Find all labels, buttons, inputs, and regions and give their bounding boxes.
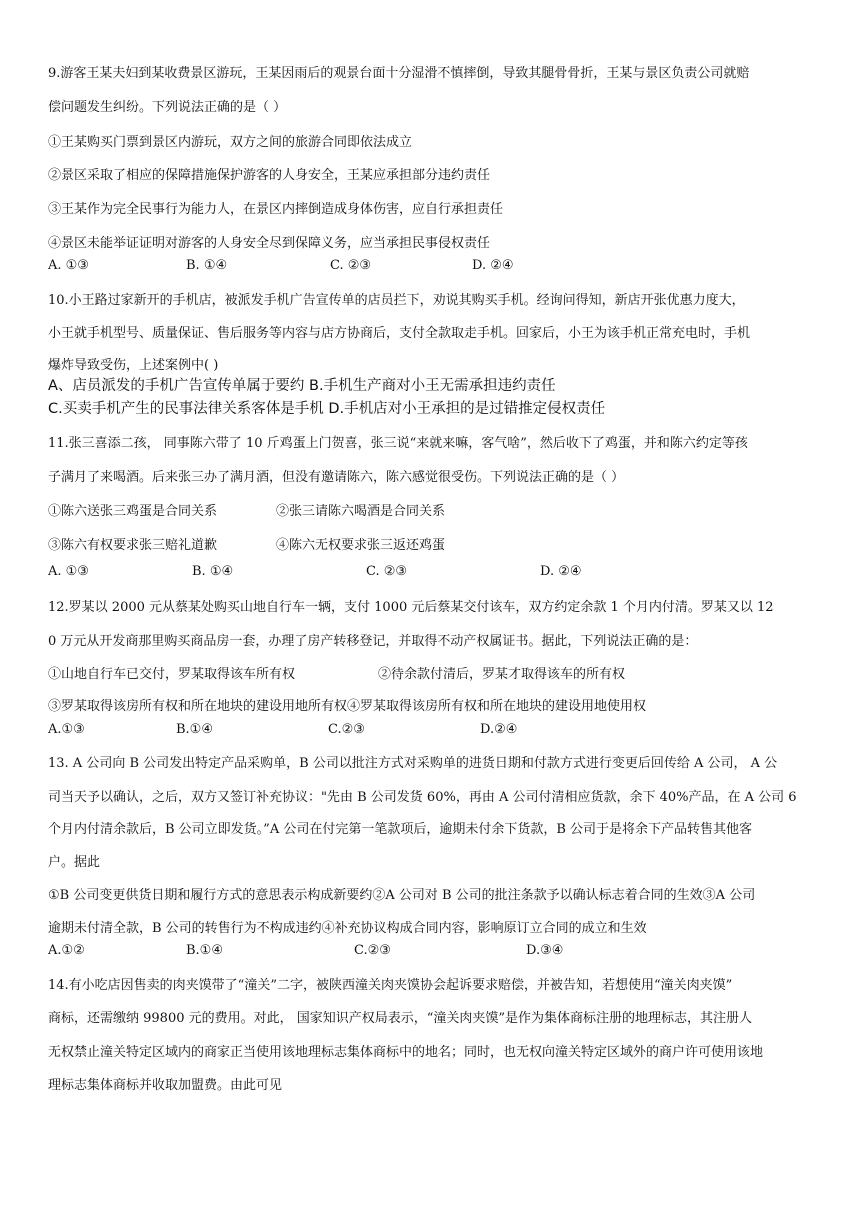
q9-option-a: A. ①③ <box>48 258 89 273</box>
q13-statements-line-1: ①B 公司变更供货日期和履行方式的意思表示构成新要约②A 公司对 B 公司的批注条款予以确认标志着合同的生效③A 公司 <box>48 888 756 903</box>
q10-stem-line-1: 10.小王路过家新开的手机店，被派发手机广告宣传单的店员拦下，劝说其购买手机。经询问得知，新店开张优惠力度大， <box>48 293 745 308</box>
q9-statement-3: ③王某作为完全民事行为能力人，在景区内摔倒造成身体伤害，应自行承担责任 <box>48 202 504 217</box>
q11-statement-1: ①陈六送张三鸡蛋是合同关系 <box>48 504 218 519</box>
q11-stem-line-1: 11.张三喜添二孩， 同事陈六带了 10 斤鸡蛋上门贺喜，张三说“来就来嘛，客气啥”，然后收下了鸡蛋，并和陈六约定等孩 <box>48 436 748 451</box>
q14-stem-line-1: 14.有小吃店因售卖的肉夹馍带了“潼关”二字，被陕西潼关肉夹馍协会起诉要求赔偿，并被告知，若想使用“潼关肉夹馍” <box>48 978 733 993</box>
q12-option-a: A.①③ <box>48 722 85 737</box>
q10-options-line-2: C.买卖手机产生的民事法律关系客体是手机 D.手机店对小王承担的是过错推定侵权责任 <box>48 401 606 417</box>
q13-option-c: C.②③ <box>354 943 391 958</box>
q13-stem-line-1: 13. A 公司向 B 公司发出特定产品采购单，B 公司以批注方式对采购单的进货日期和付款方式进行变更后回传给 A 公司， A 公 <box>48 756 778 771</box>
q9-option-b: B. ①④ <box>186 258 228 273</box>
q12-option-b: B.①④ <box>176 722 213 737</box>
q12-option-d: D.②④ <box>480 722 518 737</box>
q9-stem-line-2: 偿问题发生纠纷。下列说法正确的是（ ） <box>48 100 287 115</box>
q10-options-line-1: A、店员派发的手机广告宣传单属于要约 B.手机生产商对小王无需承担违约责任 <box>48 378 556 394</box>
q10-stem-line-2: 小王就手机型号、质量保证、售后服务等内容与店方协商后，支付全款取走手机。回家后，小王为该手机正常充电时，手机 <box>48 326 751 341</box>
q9-stem-line-1: 9.游客王某夫妇到某收费景区游玩，王某因雨后的观景台面十分湿滑不慎摔倒，导致其腿骨骨折，王某与景区负责公司就赔 <box>48 66 750 81</box>
q9-statement-4: ④景区未能举证证明对游客的人身安全尽到保障义务，应当承担民事侵权责任 <box>48 236 491 251</box>
q11-option-d: D. ②④ <box>540 564 582 579</box>
q12-statement-1: ①山地自行车已交付，罗某取得该车所有权 <box>48 667 296 682</box>
q11-statement-4: ④陈六无权要求张三返还鸡蛋 <box>276 538 446 553</box>
q10-stem-line-3: 爆炸导致受伤，上述案例中( ) <box>48 358 219 373</box>
q11-stem-line-2: 子满月了来喝酒。后来张三办了满月酒，但没有邀请陈六，陈六感觉很受伤。下列说法正确的是（ ） <box>48 470 625 485</box>
q14-stem-line-3: 无权禁止潼关特定区域内的商家正当使用该地理标志集体商标中的地名；同时，也无权向潼关特定区域外的商户许可使用该地 <box>48 1045 764 1060</box>
q11-statement-3: ③陈六有权要求张三赔礼道歉 <box>48 538 218 553</box>
q9-statement-1: ①王某购买门票到景区内游玩，双方之间的旅游合同即依法成立 <box>48 135 413 150</box>
q14-stem-line-2: 商标，还需缴纳 99800 元的费用。对此， 国家知识产权局表示，“潼关肉夹馍”是作为集体商标注册的地理标志，其注册人 <box>48 1011 753 1026</box>
q13-stem-line-4: 户。据此 <box>48 855 101 870</box>
q9-option-c: C. ②③ <box>330 258 372 273</box>
q11-option-b: B. ①④ <box>192 564 234 579</box>
q12-stem-line-1: 12.罗某以 2000 元从蔡某处购买山地自行车一辆，支付 1000 元后蔡某交付该车，双方约定余款 1 个月内付清。罗某又以 12 <box>48 600 774 615</box>
q11-statement-2: ②张三请陈六喝酒是合同关系 <box>276 504 446 519</box>
q13-statements-line-2: 逾期未付清全款，B 公司的转售行为不构成违约④补充协议构成合同内容，影响原订立合同的成立和生效 <box>48 921 647 936</box>
q13-stem-line-2: 司当天予以确认，之后，双方又签订补充协议："先由 B 公司发货 60%，再由 A 公司付清相应货款，余下 40%产品，在 A 公司 6 <box>48 790 797 805</box>
q13-option-d: D.③④ <box>526 943 564 958</box>
q11-option-c: C. ②③ <box>366 564 408 579</box>
q12-stem-line-2: 0 万元从开发商那里购买商品房一套，办理了房产转移登记，并取得不动产权属证书。据此，下列说法正确的是： <box>48 634 698 649</box>
q12-statements-row-2: ③罗某取得该房所有权和所在地块的建设用地所有权④罗某取得该房所有权和所在地块的建设用地使用权 <box>48 699 647 714</box>
q14-stem-line-4: 理标志集体商标并收取加盟费。由此可见 <box>48 1078 283 1093</box>
q9-option-d: D. ②④ <box>472 258 514 273</box>
q11-option-a: A. ①③ <box>48 564 89 579</box>
q9-statement-2: ②景区采取了相应的保障措施保护游客的人身安全，王某应承担部分违约责任 <box>48 168 491 183</box>
q13-stem-line-3: 个月内付清余款后，B 公司立即发货。”A 公司在付完第一笔款项后，逾期未付余下货款，B 公司于是将余下产品转售其他客 <box>48 822 753 837</box>
q13-option-b: B.①④ <box>186 943 223 958</box>
q13-option-a: A.①② <box>48 943 85 958</box>
q12-statement-2: ②待余款付清后，罗某才取得该车的所有权 <box>378 667 626 682</box>
q12-option-c: C.②③ <box>328 722 365 737</box>
